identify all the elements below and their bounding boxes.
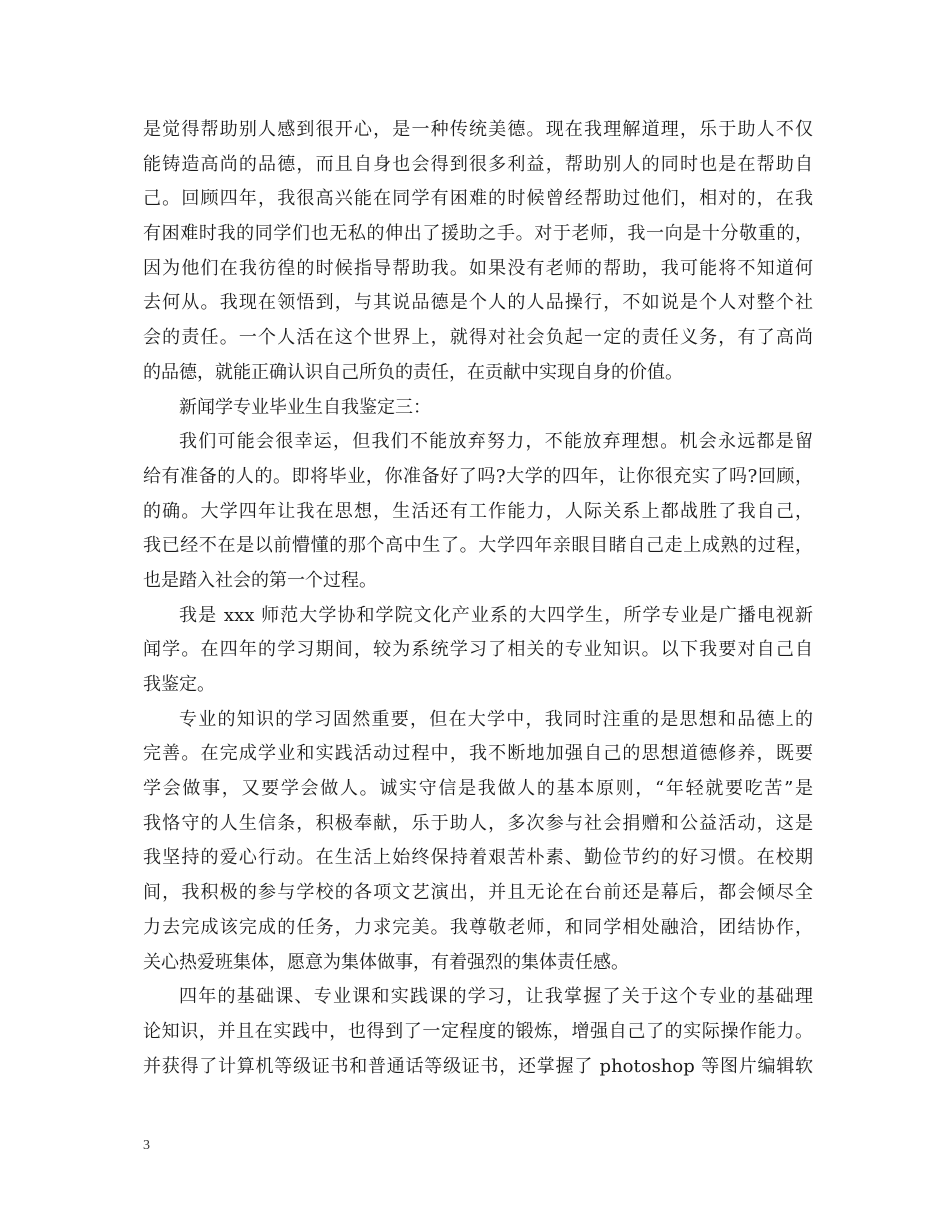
- document-body: [143, 113, 813, 1084]
- text-line: 的品德，就能正确认识自己所负的责任，在贡献中实现自身的价值。: [143, 361, 683, 383]
- text-line: 完善。在完成学业和实践活动过程中，我不断地加强自己的思想道德修养，既要: [143, 743, 813, 765]
- text-line: 我们可能会很幸运，但我们不能放弃努力，不能放弃理想。机会永远都是留: [179, 431, 813, 453]
- text-line: 也是踏入社会的第一个过程。: [143, 569, 377, 591]
- text-line: 我已经不在是以前懵懂的那个高中生了。大学四年亲眼目睹自己走上成熟的过程，: [143, 535, 813, 557]
- text-line: 的确。大学四年让我在思想，生活还有工作能力，人际关系上都战胜了我自己，: [143, 500, 813, 522]
- text-line: 力去完成该完成的任务，力求完美。我尊敬老师，和同学相处融洽，团结协作，: [143, 916, 813, 938]
- text-line: 己。回顾四年，我很高兴能在同学有困难的时候曾经帮助过他们，相对的，在我: [143, 188, 813, 210]
- text-line: 会的责任。一个人活在这个世界上，就得对社会负起一定的责任义务，有了高尚: [143, 327, 813, 349]
- text-line: 闻学。在四年的学习期间，较为系统学习了相关的专业知识。以下我要对自己自: [143, 639, 813, 661]
- text-line: 有困难时我的同学们也无私的伸出了援助之手。对于老师，我一向是十分敬重的，: [143, 223, 813, 245]
- text-line: 四年的基础课、专业课和实践课的学习，让我掌握了关于这个专业的基础理: [179, 986, 813, 1008]
- text-line: 我坚持的爱心行动。在生活上始终保持着艰苦朴素、勤俭节约的好习惯。在校期: [143, 847, 813, 869]
- text-line: 间，我积极的参与学校的各项文艺演出，并且无论在台前还是幕后，都会倾尽全: [143, 882, 813, 904]
- section-heading: 新闻学专业毕业生自我鉴定三：: [179, 396, 431, 418]
- text-line: 关心热爱班集体，愿意为集体做事，有着强烈的集体责任感。: [143, 951, 629, 973]
- text-line: 我恪守的人生信条，积极奉献，乐于助人，多次参与社会捐赠和公益活动，这是: [143, 812, 813, 834]
- text-line: 我是 xxx 师范大学协和学院文化产业系的大四学生，所学专业是广播电视新: [179, 604, 813, 626]
- text-line: 去何从。我现在领悟到，与其说品德是个人的人品操行，不如说是个人对整个社: [143, 292, 813, 314]
- text-line: 学会做事，又要学会做人。诚实守信是我做人的基本原则，“年轻就要吃苦”是: [143, 778, 813, 800]
- text-line: 是觉得帮助别人感到很开心，是一种传统美德。现在我理解道理，乐于助人不仅: [143, 119, 813, 140]
- text-line: 并获得了计算机等级证书和普通话等级证书，还掌握了 photoshop 等图片编辑软: [143, 1055, 813, 1077]
- text-line: 我鉴定。: [143, 674, 215, 695]
- text-line: 专业的知识的学习固然重要，但在大学中，我同时注重的是思想和品德上的: [179, 708, 813, 730]
- text-line: 因为他们在我彷徨的时候指导帮助我。如果没有老师的帮助，我可能将不知道何: [143, 257, 813, 279]
- text-line: 论知识，并且在实践中，也得到了一定程度的锻炼，增强自己了的实际操作能力。: [143, 1020, 813, 1042]
- text-line: 给有准备的人的。即将毕业，你准备好了吗?大学的四年，让你很充实了吗?回顾，: [143, 465, 813, 487]
- page-number: 3: [143, 1138, 150, 1153]
- text-line: 能铸造高尚的品德，而且自身也会得到很多利益，帮助别人的同时也是在帮助自: [143, 153, 813, 175]
